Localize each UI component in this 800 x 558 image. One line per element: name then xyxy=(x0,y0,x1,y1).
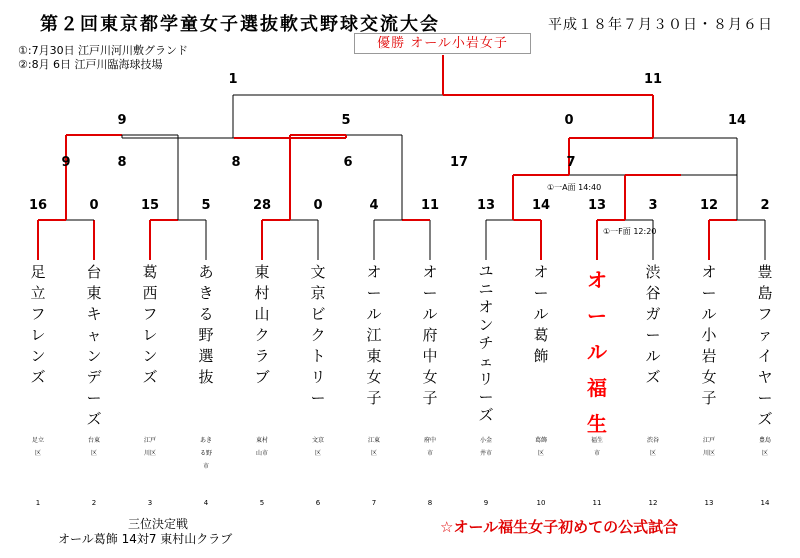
r1-score: 15 xyxy=(140,198,160,213)
r1-score: 16 xyxy=(28,198,48,213)
team-name: 台東キャンデーズ xyxy=(86,263,102,428)
champion-label: 優勝 オール小岩女子 xyxy=(354,33,531,54)
r1-score: 5 xyxy=(201,198,211,213)
team-area: 江戸川区 xyxy=(144,437,157,457)
team-area: 府中市 xyxy=(424,437,437,457)
venue-2: ②:8月 6日 江戸川臨海球技場 xyxy=(18,58,163,71)
sf-score: 14 xyxy=(727,113,747,128)
third-place-title: 三位決定戦 xyxy=(128,517,189,531)
page-title: 第２回東京都学童女子選抜軟式野球交流大会 xyxy=(40,14,440,35)
qf-score: 9 xyxy=(61,155,71,170)
r1-score: 3 xyxy=(648,198,658,213)
team-name: オール福生 xyxy=(587,268,607,436)
team-number: 13 xyxy=(704,499,714,507)
team-area: あきる野市 xyxy=(200,437,213,470)
team-name: オール葛飾 xyxy=(533,263,549,365)
sf-score: 0 xyxy=(564,113,574,128)
footnote: ☆オール福生女子初めての公式試合 xyxy=(440,518,679,536)
qf-score: 17 xyxy=(449,155,469,170)
team-area: 渋谷区 xyxy=(647,437,660,457)
game-note-2: ①一F面 12:20 xyxy=(603,227,657,236)
third-place-result: オール葛飾 14対7 東村山クラブ xyxy=(58,532,233,546)
sf-score: 9 xyxy=(117,113,127,128)
sf-score: 5 xyxy=(341,113,351,128)
team-name: オール江東女子 xyxy=(366,263,382,407)
qf-score: 8 xyxy=(117,155,127,170)
team-number: 1 xyxy=(35,499,41,507)
r1-score: 13 xyxy=(476,198,496,213)
r1-score: 0 xyxy=(89,198,99,213)
qf-score: 7 xyxy=(566,155,576,170)
r1-score: 0 xyxy=(313,198,323,213)
game-note-1: ①一A面 14:40 xyxy=(547,183,602,192)
team-name: オール府中女子 xyxy=(422,263,438,407)
team-area: 台東区 xyxy=(88,437,101,457)
qf-score: 8 xyxy=(231,155,241,170)
team-number: 7 xyxy=(371,499,377,507)
venue-1: ①:7月30日 江戸川河川敷グランド xyxy=(18,44,189,57)
qf-score: 6 xyxy=(343,155,353,170)
team-number: 4 xyxy=(203,499,209,507)
team-name: ユニオンチェリーズ xyxy=(478,262,494,424)
team-area: 江戸川区 xyxy=(703,437,716,457)
team-name: あきる野選抜 xyxy=(198,263,214,386)
r1-score: 14 xyxy=(531,198,551,213)
team-name: 足立フレンズ xyxy=(30,263,46,386)
team-number: 12 xyxy=(648,499,658,507)
team-area: 東村山市 xyxy=(256,437,269,457)
date-range: 平成１８年７月３０日・８月６日 xyxy=(548,17,773,33)
r1-score: 13 xyxy=(587,198,607,213)
team-area: 足立区 xyxy=(32,437,45,457)
final-score: 1 xyxy=(228,72,238,87)
team-number: 3 xyxy=(147,499,153,507)
team-area: 福生市 xyxy=(591,437,604,457)
r1-score: 12 xyxy=(699,198,719,213)
team-number: 5 xyxy=(259,499,265,507)
final-score: 11 xyxy=(643,72,663,87)
team-area: 小金井市 xyxy=(480,437,493,457)
team-name: 渋谷ガールズ xyxy=(645,263,661,386)
team-area: 江東区 xyxy=(368,437,381,457)
team-number: 9 xyxy=(483,499,489,507)
team-area: 文京区 xyxy=(312,437,325,457)
r1-score: 4 xyxy=(369,198,379,213)
team-area: 葛飾区 xyxy=(535,437,548,457)
team-name: 葛西フレンズ xyxy=(142,263,158,386)
team-name: 文京ビクトリー xyxy=(310,263,326,407)
r1-score: 28 xyxy=(252,198,272,213)
team-name: 東村山クラブ xyxy=(254,263,270,386)
r1-score: 2 xyxy=(760,198,770,213)
team-area: 豊島区 xyxy=(759,437,772,457)
team-name: オール小岩女子 xyxy=(701,263,717,407)
team-number: 8 xyxy=(427,499,433,507)
team-name: 豊島ファイヤーズ xyxy=(757,263,773,428)
team-number: 10 xyxy=(536,499,546,507)
team-number: 14 xyxy=(760,499,770,507)
team-number: 6 xyxy=(315,499,321,507)
team-number: 11 xyxy=(592,499,602,507)
team-number: 2 xyxy=(91,499,97,507)
r1-score: 11 xyxy=(420,198,440,213)
